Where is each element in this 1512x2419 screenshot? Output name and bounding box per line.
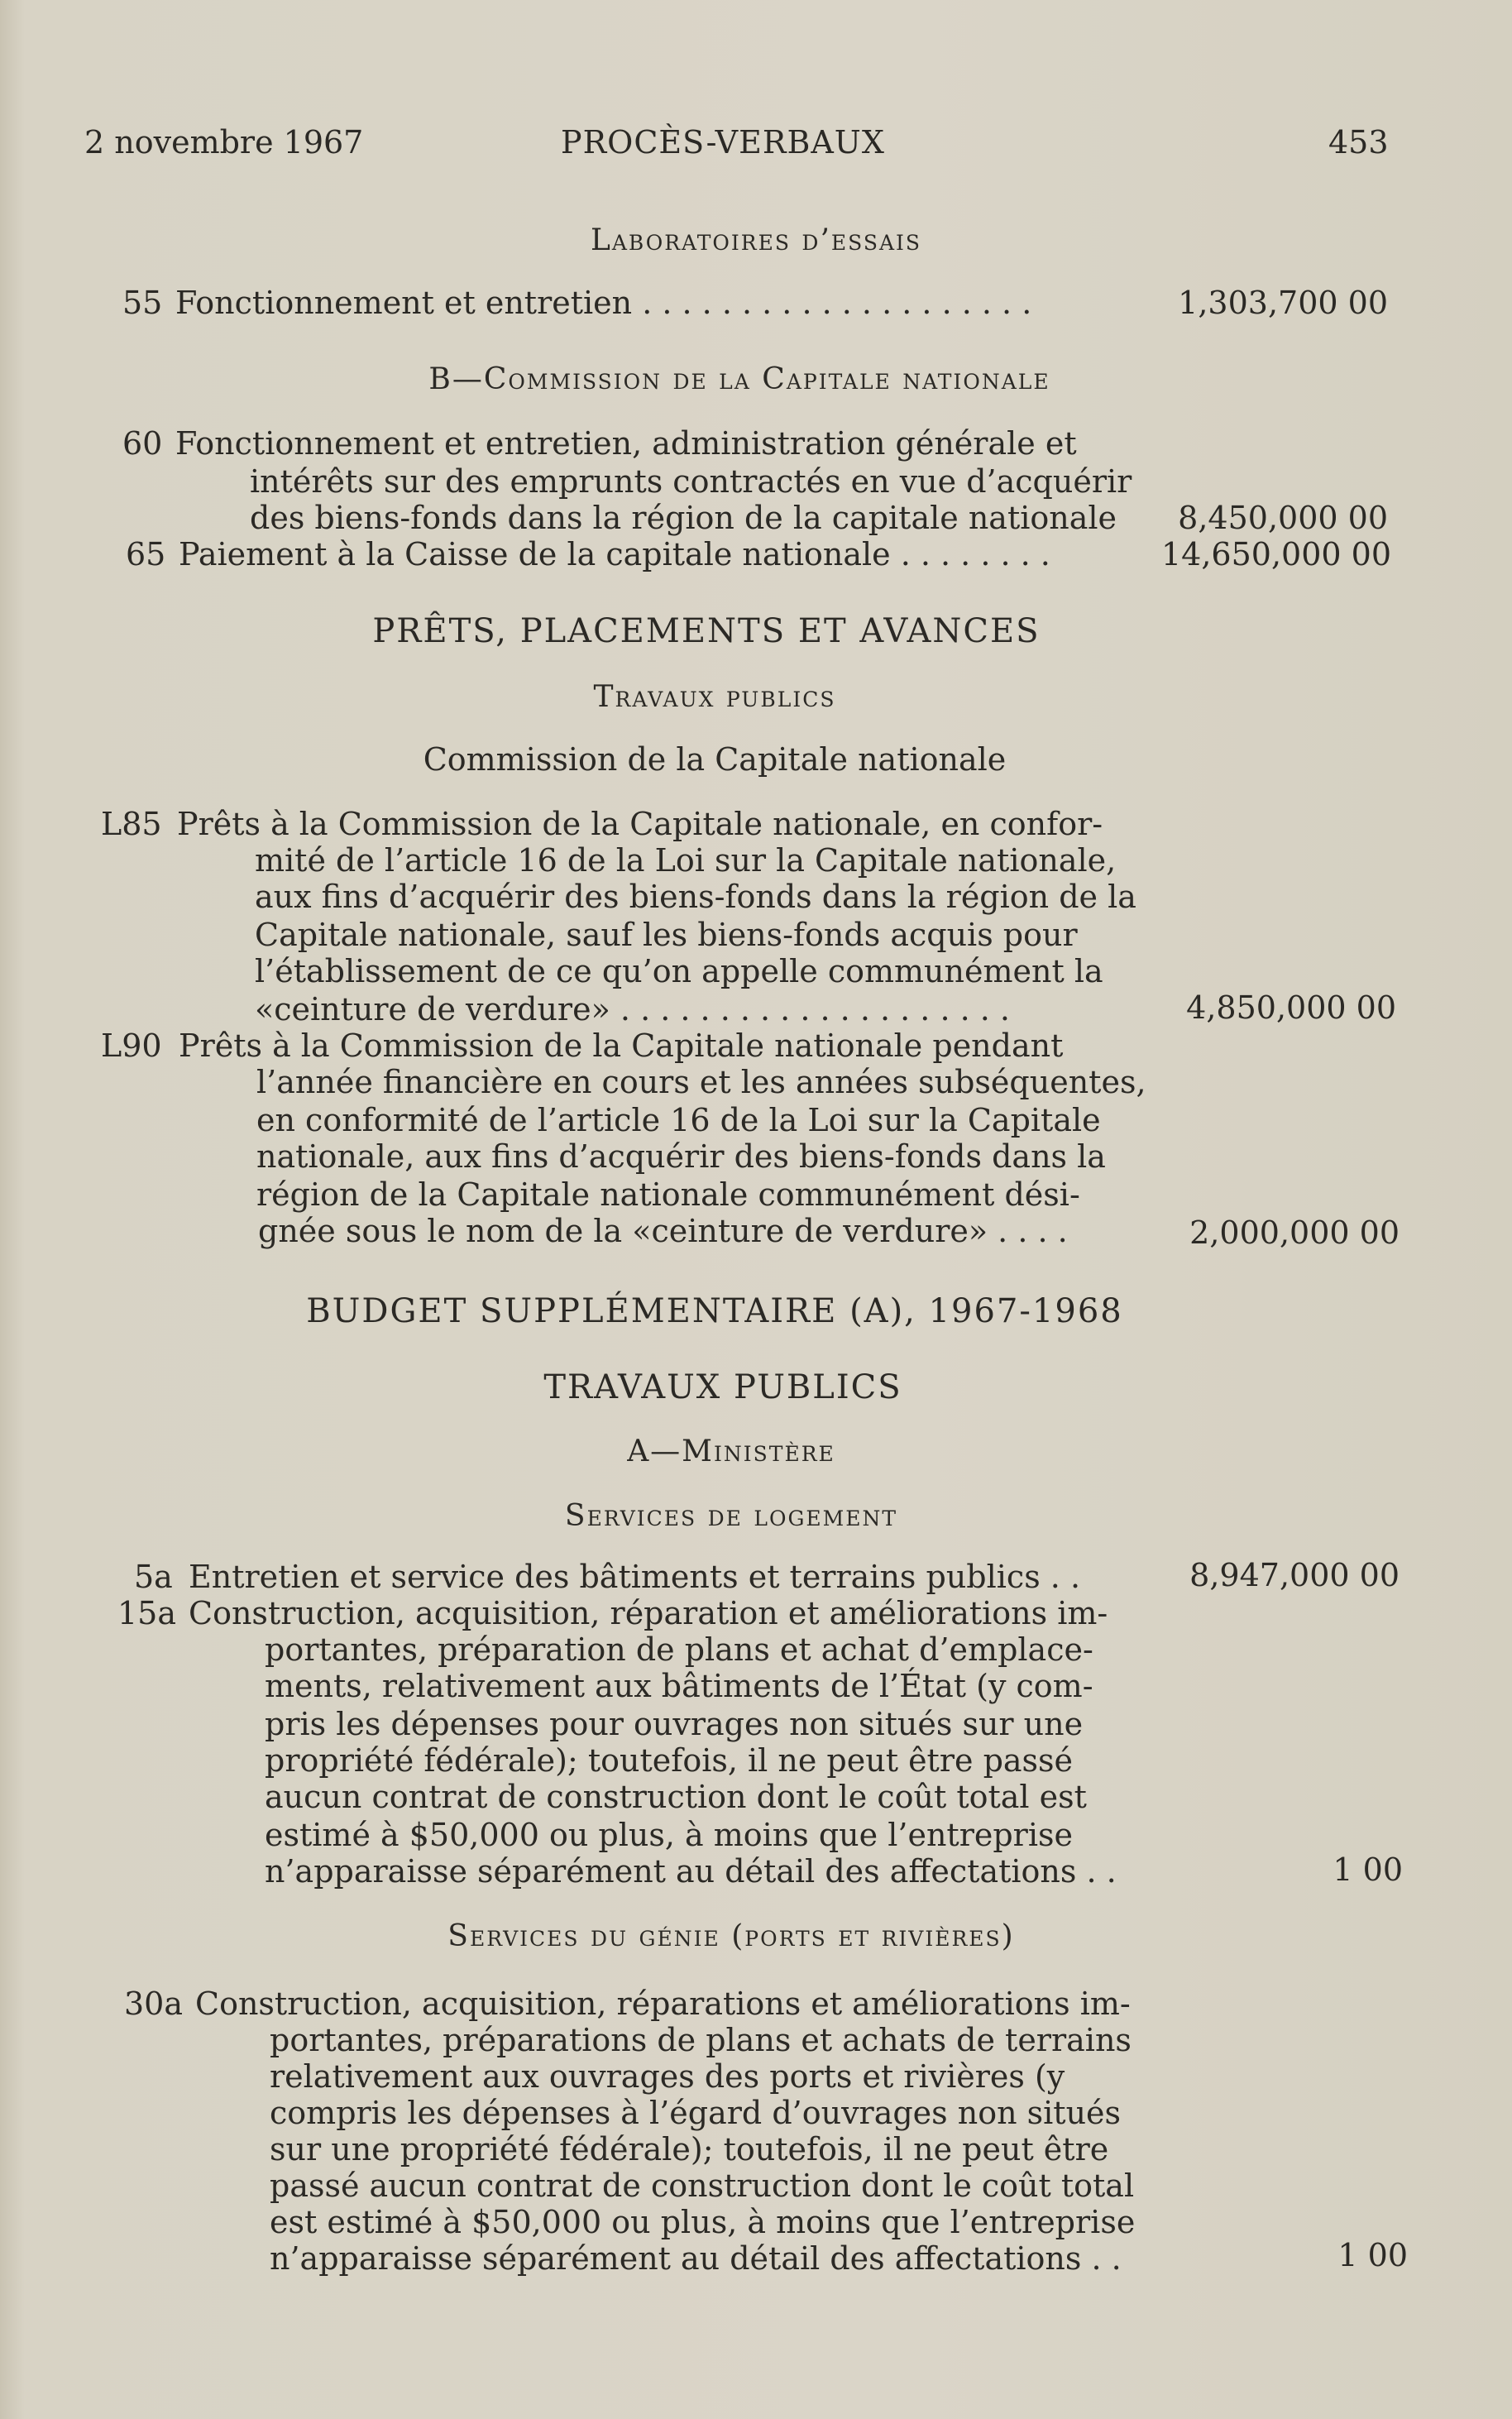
item-text: Entretien et service des bâtiments et terrains publics . . [189,1559,1081,1595]
section-heading-commission: B—Commission de la Capitale nationale [428,362,1050,396]
item-amount: 1 00 [1333,1851,1403,1888]
item-text-line: n’apparaisse séparément au détail des affectations . . [265,1853,1117,1890]
item-text-line: pris les dépenses pour ouvrages non situés sur une [265,1706,1084,1742]
subheading-ministere: A—Ministère [627,1435,835,1468]
item-number: 15a [117,1595,177,1631]
item-number: 55 [122,285,163,321]
item-text-line: en conformité de l’article 16 de la Loi sur la Capitale [256,1102,1101,1138]
item-text-line: intérêts sur des emprunts contractés en vue d’acquérir [250,463,1132,500]
item-text-line: l’établissement de ce qu’on appelle communément la [255,953,1103,989]
item-text-line: aucun contrat de construction dont le coût total est [265,1779,1087,1815]
item-amount: 1,303,700 00 [1178,285,1388,321]
item-amount: 1 00 [1337,2237,1408,2273]
item-text: Paiement à la Caisse de la capitale nationale . . . . . . . . [179,536,1050,572]
subsubheading-commission: Commission de la Capitale nationale [423,741,1007,778]
item-text-line: mité de l’article 16 de la Loi sur la Capitale nationale, [255,842,1117,879]
section-heading-laboratoires: Laboratoires d’essais [590,223,922,257]
item-amount: 8,450,000 00 [1178,500,1388,536]
item-text-line: n’apparaisse séparément au détail des affectations . . [270,2240,1122,2277]
item-number: 60 [122,425,163,462]
item-text-line: région de la Capitale nationale communément dési- [256,1176,1080,1213]
item-text-line: passé aucun contrat de construction dont le coût total [270,2168,1135,2204]
item-text-line: nationale, aux fins d’acquérir des biens-fonds dans la [256,1138,1106,1175]
subheading-services-logement: Services de logement [564,1499,898,1533]
item-number: 30a [124,1985,184,2022]
subheading-travaux-publics: Travaux publics [593,680,836,714]
item-text-line: aux fins d’acquérir des biens-fonds dans la région de la [255,879,1136,915]
item-text-line: est estimé à $50,000 ou plus, à moins que l’entreprise [270,2204,1136,2240]
item-number: L90 [101,1027,162,1064]
subheading-travaux-publics-2: TRAVAUX PUBLICS [543,1368,902,1406]
page-number: 453 [1328,124,1389,160]
item-text: Fonctionnement et entretien . . . . . . . . . . . . . . . . . . . . [175,285,1032,321]
item-number: 65 [126,536,166,572]
header-title: PROCÈS-VERBAUX [561,124,885,160]
item-text-line: estimé à $50,000 ou plus, à moins que l’entreprise [265,1817,1073,1853]
item-text-line: Prêts à la Commission de la Capitale nationale pendant [179,1027,1064,1064]
item-amount: 8,947,000 00 [1189,1557,1400,1593]
item-amount: 2,000,000 00 [1189,1214,1400,1251]
item-text-line: Construction, acquisition, réparation et améliorations im- [189,1595,1108,1631]
item-text-line: l’année financière en cours et les années subséquentes, [256,1064,1146,1100]
item-number: 5a [134,1559,173,1595]
item-text-line: propriété fédérale); toutefois, il ne peut être passé [265,1742,1074,1779]
item-text-line: gnée sous le nom de la «ceinture de verdure» . . . . [258,1213,1068,1249]
section-heading-prets: PRÊTS, PLACEMENTS ET AVANCES [372,612,1041,650]
item-number: L85 [101,806,162,842]
item-text-line: Prêts à la Commission de la Capitale nationale, en confor- [177,806,1103,842]
item-text-line: Capitale nationale, sauf les biens-fonds acquis pour [255,917,1078,953]
item-text-line: Construction, acquisition, réparations et améliorations im- [195,1985,1131,2022]
item-text-line: «ceinture de verdure» . . . . . . . . . . . . . . . . . . . . [255,991,1011,1027]
item-amount: 4,850,000 00 [1186,989,1396,1026]
item-text-line: des biens-fonds dans la région de la capitale nationale [250,500,1117,536]
section-heading-genie: Services du génie (ports et rivières) [447,1919,1015,1953]
item-text-line: compris les dépenses à l’égard d’ouvrages non situés [270,2095,1122,2131]
item-text-line: Fonctionnement et entretien, administration générale et [175,425,1077,462]
section-heading-budget: BUDGET SUPPLÉMENTAIRE (A), 1967-1968 [306,1292,1123,1330]
header-date: 2 novembre 1967 [84,124,364,160]
item-text-line: portantes, préparation de plans et achat d’emplace- [265,1631,1093,1668]
item-text-line: ments, relativement aux bâtiments de l’État (y com- [265,1668,1093,1704]
item-text-line: sur une propriété fédérale); toutefois, il ne peut être [270,2131,1109,2168]
item-text-line: relativement aux ouvrages des ports et rivières (y [270,2058,1065,2095]
item-text-line: portantes, préparations de plans et achats de terrains [270,2022,1132,2058]
item-amount: 14,650,000 00 [1160,536,1391,572]
